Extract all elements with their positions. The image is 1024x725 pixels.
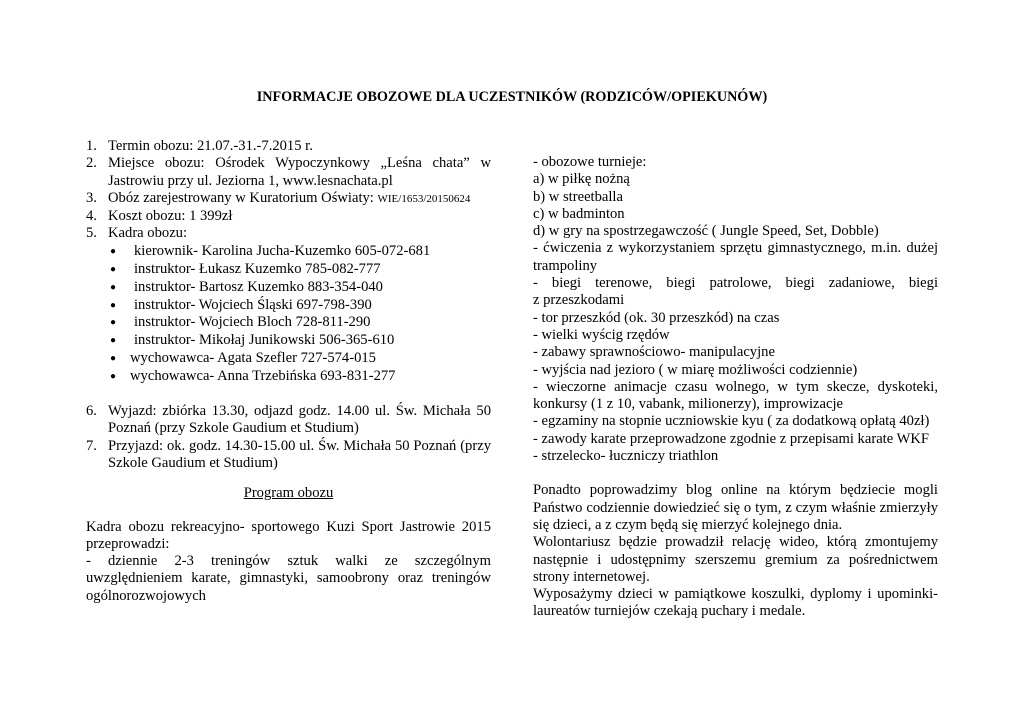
closing-line: się dzieci, a z czym będą się mierzyć kolejnego dnia. [533,516,843,533]
item-text: Termin obozu: 21.07.-31.-7.2015 r. [108,138,313,154]
activities-list [533,154,938,465]
activity-line: d) w gry na spostrzegawczość ( Jungle Speed, Set, Dobble) [533,223,879,240]
item-text: Przyjazd: ok. godz. 14.30-15.00 ul. Św. Michała 50 Poznań (przy [108,437,491,454]
bullet-icon: ● [110,263,117,275]
activity-line: - ćwiczenia z wykorzystaniem sprzętu gimnastycznego, m.in. dużej [533,240,938,257]
item-number: 3. [86,189,97,206]
item-text: Miejsce obozu: Ośrodek Wypoczynkowy „Leśna chata” w [108,155,491,172]
closing-line: strony internetowej. [533,568,650,585]
bullet-icon: ● [110,371,117,383]
item-text: Obóz zarejestrowany w Kuratorium Oświaty: [108,189,374,206]
activity-line: - wyjścia nad jezioro ( w miarę możliwości codziennie) [533,361,858,378]
closing-text [533,482,938,620]
staff-item: ● wychowawca- Anna Trzebińska 693-831-277 [110,368,396,385]
info-item-staff [86,225,491,242]
activity-line: trampoliny [533,257,598,274]
staff-item: ● instruktor- Mikołaj Junikowski 506-365-610 [110,332,395,349]
info-item-departure [86,403,491,438]
info-item-dates [86,138,491,155]
item-number: 7. [86,437,97,454]
bullet-icon: ● [110,245,117,257]
closing-line: Wolontariusz będzie prowadził relację wideo, którą zmontujemy [533,534,938,551]
item-text: Szkole Gaudium et Studium) [108,454,278,471]
activity-line: - tor przeszkód (ok. 30 przeszkód) na czas [533,309,780,326]
program-intro: Kadra obozu rekreacyjno- sportowego Kuzi Sport Jastrowie 2015 przeprowadzi: - dziennie 2-3 treningów sztuk walki ze szczególnym uwzględnieniem karate, gimnastyki, samoobrony oraz treningów ogólnorozwojowych [86,518,491,604]
staff-item: ● wychowawca- Agata Szefler 727-574-015 [110,350,376,367]
item-text: Poznań (przy Szkole Gaudium et Studium) [108,420,359,437]
item-text: Koszt obozu: 1 399zł [108,208,233,225]
left-column [86,138,491,605]
staff-list [86,243,491,386]
bullet-icon: ● [110,335,117,347]
registration-number: WIE/1653/20150624 [377,192,471,205]
staff-item: ● instruktor- Bartosz Kuzemko 883-354-040 [110,278,383,295]
item-text: Wyjazd: zbiórka 13.30, odjazd godz. 14.00 ul. Św. Michała 50 [108,403,491,420]
activity-line: - wieczorne animacje czasu wolnego, w tym skecze, dyskoteki, [533,378,938,395]
item-text: Kadra obozu: [108,225,188,242]
bullet-icon: ● [110,281,117,293]
staff-item: ● kierownik- Karolina Jucha-Kuzemko 605-072-681 [110,242,431,259]
spacer [533,465,938,482]
activity-line: - obozowe turnieje: [533,154,647,170]
program-heading: Program obozu [243,485,334,502]
item-text: Jastrowiu przy ul. Jeziorna 1, www.lesnachata.pl [108,172,393,189]
activity-line: c) w badminton [533,205,625,222]
bullet-icon: ● [110,299,117,311]
staff-item: ● instruktor- Wojciech Bloch 728-811-290 [110,314,371,331]
activity-line: - egzaminy na stopnie uczniowskie kyu ( za dodatkową opłatą 40zł) [533,413,930,430]
item-number: 6. [86,403,97,420]
activity-line: - zawody karate przeprowadzone zgodnie z przepisami karate WKF [533,430,930,447]
activity-line: - wielki wyścig rzędów [533,326,670,343]
closing-line: Państwo codziennie dowiedzieć się o tym, z czym właśnie zmierzyły [533,499,938,516]
closing-line: laureatów turniejów czekają puchary i medale. [533,603,806,620]
bullet-icon: ● [110,317,117,329]
activity-line: a) w piłkę nożną [533,171,630,188]
activity-line: z przeszkodami [533,292,625,309]
staff-item: ● instruktor- Wojciech Śląski 697-798-390 [110,296,372,313]
spacer [86,386,491,403]
bullet-icon: ● [110,353,117,365]
activity-line: - strzelecko- łuczniczy triathlon [533,448,719,465]
activity-line: - zabawy sprawnościowo- manipulacyjne [533,344,775,361]
info-item-location [86,155,491,190]
activity-line: b) w streetballa [533,188,623,205]
page-title: INFORMACJE OBOZOWE DLA UCZESTNIKÓW (RODZICÓW/OPIEKUNÓW) [256,89,768,105]
item-number: 4. [86,208,97,225]
right-column [533,154,938,621]
closing-line: następnie i udostępnimy szerszemu gremium za pośrednictwem [533,551,938,568]
item-number: 5. [86,225,97,242]
activity-line: konkursy (1 z 10, vabank, milionerzy), improwizacje [533,396,844,413]
activity-line: - biegi terenowe, biegi patrolowe, biegi zadaniowe, biegi [533,275,938,292]
info-item-cost [86,208,491,225]
info-list [86,138,491,243]
staff-item: ● instruktor- Łukasz Kuzemko 785-082-777 [110,260,381,277]
closing-line: Ponadto poprowadzimy blog online na którym będziecie mogli [533,482,938,499]
travel-list [86,403,491,472]
closing-line: Wyposażymy dzieci w pamiątkowe koszulki, dyplomy i upominki- [533,586,938,603]
item-number: 1. [86,138,97,154]
item-number: 2. [86,155,97,172]
info-item-arrival [86,438,491,473]
info-item-registration [86,190,491,208]
